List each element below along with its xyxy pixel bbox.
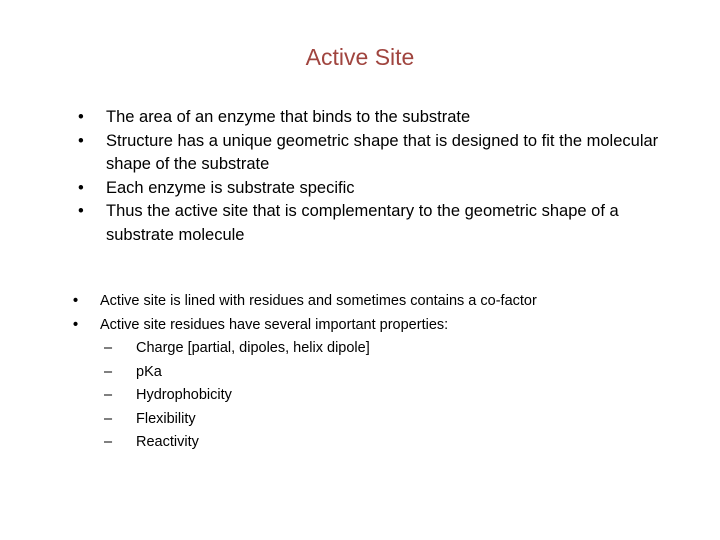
list-item: [78, 130, 688, 177]
sublist-item-text: Hydrophobicity: [136, 387, 232, 403]
slide-title: Active Site: [305, 44, 415, 70]
primary-bullet-list: [78, 106, 688, 247]
list-item: [78, 106, 688, 130]
dash-icon: –: [104, 387, 113, 403]
sublist-item: [104, 384, 693, 408]
properties-sublist: [100, 337, 693, 455]
bullet-icon: •: [78, 202, 84, 220]
sublist-item: [104, 408, 693, 432]
bullet-icon: •: [78, 178, 84, 197]
bullet-icon: •: [78, 131, 84, 150]
list-item-text: The area of an enzyme that binds to the substrate: [106, 108, 471, 126]
sublist-item-text: Reactivity: [136, 434, 199, 450]
sublist-item: [104, 431, 693, 455]
dash-icon: –: [104, 363, 113, 380]
bullet-icon: •: [78, 108, 84, 126]
secondary-bullet-list: [73, 290, 693, 455]
list-item-text: Structure has a unique geometric shape that is designed to fit the molecular shape of the substrate: [106, 131, 659, 173]
sublist-item-text: Charge [partial, dipoles, helix dipole]: [136, 340, 370, 356]
list-item: [78, 200, 688, 247]
list-item: [78, 177, 688, 201]
list-item-text: Active site residues have several important properties:: [100, 316, 449, 333]
bullet-icon: •: [73, 316, 79, 333]
list-item: [73, 314, 693, 455]
dash-icon: –: [104, 340, 113, 356]
list-item: [73, 290, 693, 314]
sublist-item: [104, 337, 693, 361]
sublist-item: [104, 361, 693, 385]
sublist-item-text: Flexibility: [136, 410, 196, 427]
list-item-text: Active site is lined with residues and sometimes contains a co-factor: [100, 293, 537, 309]
bullet-icon: •: [73, 293, 79, 309]
sublist-item-text: pKa: [136, 363, 162, 380]
list-item-text: Each enzyme is substrate specific: [106, 178, 355, 197]
dash-icon: –: [104, 410, 113, 427]
dash-icon: –: [104, 434, 113, 450]
list-item-text: Thus the active site that is complementary to the geometric shape of a substrate molecule: [106, 202, 619, 244]
